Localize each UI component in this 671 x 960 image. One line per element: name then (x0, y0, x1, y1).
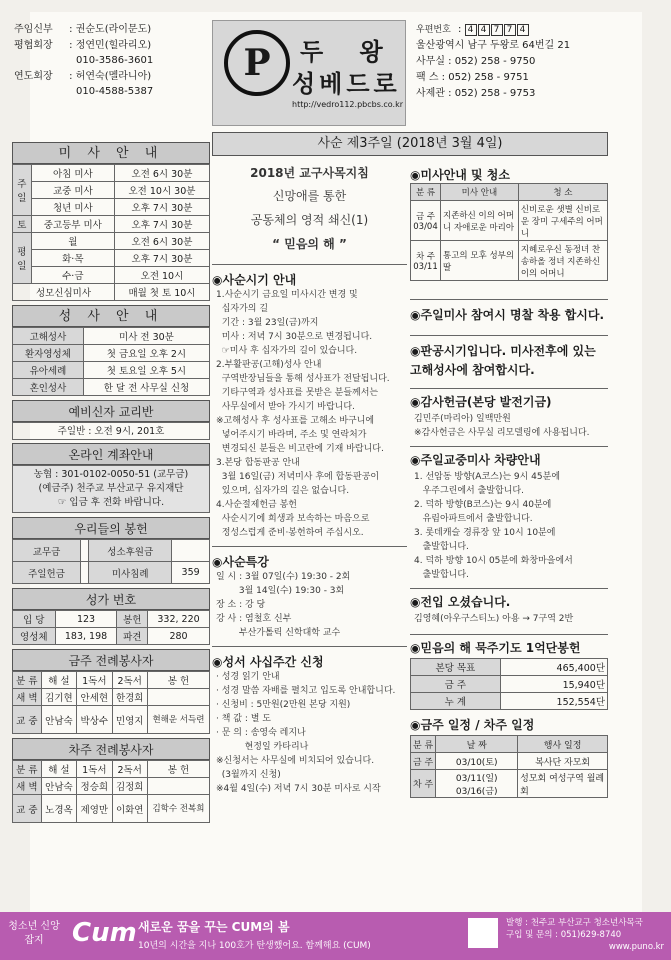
sacrament-table: 고해성사 미사 전 30분 환자영성체 첫 금요일 오후 2시 유아세례 첫 토요일 오후 5시 혼인성사 한 달 전 사무실 신청 (12, 327, 210, 396)
text-line: 사무실에서 받아 가시기 바랍니다. (216, 402, 355, 412)
servers-this-week-title: 금주 전례봉사자 (12, 649, 210, 671)
text-line: · 성경 읽기 안내 (216, 672, 280, 682)
text-line: ※신청서는 사무실에 비치되어 있습니다. (216, 756, 375, 766)
phone-rectory: 사제관 : 052) 258 - 9753 (416, 88, 536, 99)
text-line: 출발합니다. (414, 570, 469, 580)
contact-phone: 010-3586-3601 (76, 55, 154, 66)
account-number: 농협 : 301-0102-0050-51 (교무금) (33, 469, 189, 480)
contact-name: 권순도(라이문도) (75, 24, 152, 35)
banner-info: 발행 : 천주교 부산교구 청소년사목국 구입 및 문의 : 051)629-8740 www.puno.kr (506, 917, 668, 953)
qr-code-icon (468, 918, 498, 948)
sacrament-title: 성 사 안 내 (12, 305, 210, 327)
text-line: 장 소 : 강 당 (216, 600, 266, 610)
cum-magazine-banner[interactable] (0, 912, 671, 960)
contact-phone: 010-4588-5387 (76, 86, 154, 97)
lecture-section-title: ◉사순특강 (212, 555, 269, 569)
shuttle-title: ◉주일교중미사 차량안내 (410, 453, 541, 467)
text-line: (3월까지 신청) (216, 770, 281, 780)
contact-name: 허연숙(멜라니아) (75, 70, 152, 82)
theme-year: “ 믿음의 해 ” (272, 237, 347, 251)
offering-title: 우리들의 봉헌 (12, 517, 210, 539)
rosary-title: ◉믿음의 해 묵주기도 1억단봉헌 (410, 641, 581, 655)
catechism-text: 주일반 : 오전 9시, 201호 (12, 422, 210, 440)
text-line: 변경되신 분들은 비고란에 기재 바랍니다. (216, 444, 384, 454)
mass-title: 미 사 안 내 (12, 142, 210, 164)
banner-subline: 10년의 시간을 지나 100호가 탄생했어요. 함께해요 (CUM) (138, 941, 371, 951)
text-line: 3.본당 합동판공 안내 (216, 458, 300, 468)
schedule-table: 분 류 날 짜 행사 일정 금 주 03/10(토) 복사단 자모회 차 주 03/11(일) 03/16(금) 성모회 여성구역 월례회 (410, 735, 608, 798)
text-line: 부산가톨릭 신학대학 교수 (216, 628, 341, 638)
text-line: 십자가의 길 (216, 304, 269, 314)
text-line: ※고해성사 후 성사표를 고해소 바구니에 (216, 416, 375, 426)
address: 울산광역시 남구 두왕로 64번길 21 (416, 40, 571, 51)
nametag-notice: ◉주일미사 참여시 명찰 착용 합시다. (410, 308, 605, 322)
text-line: 기간 : 3월 23일(금)까지 (216, 318, 319, 328)
theme-line: 공동체의 영적 쇄신(1) (250, 213, 369, 227)
text-line: 4. 덕하 방향 10시 05분에 화창마을에서 (414, 556, 573, 566)
zip-row: 우편번호 : 4 4 7 7 4 (416, 22, 606, 38)
newcomer-title: ◉전입 오셨습니다. (410, 595, 511, 609)
banner-label: 청소년 신앙잡지 (8, 921, 60, 946)
donation-title: ◉감사헌금(본당 발전기금) (410, 395, 552, 409)
text-line: 사순시기에 희생과 보속하는 마음으로 (216, 514, 370, 524)
lent-section-body (212, 288, 407, 540)
parish-logo-icon: P (224, 30, 290, 96)
text-line: 3. 롯데캐슬 경류장 앞 10시 10분에 (414, 528, 556, 538)
text-line: ※4월 4일(수) 저녁 7시 30분 미사로 시작 (216, 784, 381, 794)
parish-name-line1: 두 왕 (300, 38, 397, 66)
offering-table: 교무금 성소후원금 주일헌금 미사침례 359 (12, 539, 210, 584)
mass-table: 주 일 아침 미사 오전 6시 30분 교중 미사 오전 10시 30분 청년 미사 오후 7시 30분 토 중고등부 미사 오후 7시 30분 평 일 월 오전 6시 30분 화·목 오후 7시 30분 수·금 오전 10시 성모신심미사 매월 첫 토 10시 (12, 164, 210, 301)
theme-title: 2018년 교구사목지침 (250, 166, 369, 180)
rosary-table: 본당 목표 465,400단 금 주 15,940단 누 계 152,554단 (410, 658, 608, 710)
text-line: 있으며, 십자가의 길은 없습니다. (216, 486, 350, 496)
right-column (410, 166, 608, 798)
text-line: 2.부활판공(고해)성사 안내 (216, 360, 322, 370)
left-column (12, 142, 210, 823)
liturgical-date: 사순 제3주일 (2018년 3월 4일) (212, 132, 608, 156)
text-line: 4.사순절제헌금 봉헌 (216, 500, 298, 510)
zip-label: 우편번호 (416, 25, 451, 35)
banner-headline: 새로운 꿈을 꾸는 CUM의 봄 (138, 920, 290, 934)
account-holder: (예금주) 천주교 부산교구 유지재단 (38, 483, 184, 494)
text-line: · 신청비 : 5만원(2만원 본당 지원) (216, 700, 351, 710)
text-line: 기타구역과 성사표를 못받은 분들께서는 (216, 388, 379, 398)
contact-name: 정연민(힐라리오) (75, 39, 152, 51)
servers-this-week-table: 분 류 해 설 1독서 2독서 봉 헌 새 벽 김기현 안세현 한경희 교 중 안남숙 박상수 민영지 현해운 서득련 (12, 671, 210, 734)
donation-note: ※감사헌금은 사무실 리모델링에 사용됩니다. (414, 428, 590, 438)
catechism-title: 예비신자 교리반 (12, 400, 210, 422)
parish-url: http://vedro112.pbcbs.co.kr (292, 100, 404, 109)
text-line: 현정일 카타리나 (216, 742, 309, 752)
contact-role: 평협회장 (14, 39, 53, 51)
cleaning-table: 분 류 미사 안내 청 소 금 주 03/04 지존하신 이의 어머니 자애로운 마리아 신비로운 샛별 신비로운 장미 구세주의 어머니 차 주 03/11 통고의 모후 성부의 딸 지혜로우신 동정녀 찬송하올 정녀 지존하신 이의 어머니 (410, 183, 608, 281)
hymn-table: 입 당 123 봉헌 332, 220 영성체 183, 198 파견 280 (12, 610, 210, 645)
shuttle-body (410, 470, 608, 582)
text-line: 3월 14일(수) 19:30 - 3회 (216, 586, 345, 596)
text-line: 우주그린에서 출발합니다. (414, 486, 524, 496)
banner-site-link[interactable]: www.puno.kr (608, 942, 664, 952)
hymn-title: 성가 번호 (12, 588, 210, 610)
servers-next-week-table: 분 류 해 설 1독서 2독서 봉 헌 새 벽 안남숙 정승희 김정희 교 중 노경옥 제영만 이화연 김학수 전복희 (12, 760, 210, 823)
contact-list: 주임신부 : 권순도(라이문도) 평협회장 : 정연민(힐라리오) 010-3586-3601 연도회장 : 허연숙(멜라니아) 010-4588-5387 (14, 22, 199, 100)
lecture-section-body (212, 570, 407, 640)
parish-name-line2: 성베드로 (292, 70, 401, 98)
text-line: · 성경 말씀 자배를 펼치고 입도록 안내합니다. (216, 686, 396, 696)
text-line: · 책 값 : 별 도 (216, 714, 271, 724)
phone-office: 사무실 : 052) 258 - 9750 (416, 56, 536, 67)
contact-role: 연도회장 (14, 70, 53, 82)
text-line: 유림아파트에서 출발합니다. (414, 514, 533, 524)
address-block (416, 22, 606, 102)
text-line: · 문 의 : 송영숙 레지나 (216, 728, 306, 738)
cum-logo-icon: Cum (72, 918, 137, 948)
text-line: ☞미사 후 십자가의 길이 있습니다. (216, 346, 358, 356)
newcomer-line: 김영혜(아우구스티노) 아용 → 7구역 2반 (414, 614, 574, 624)
text-line: 강 사 : 염철호 신부 (216, 614, 292, 624)
confession-notice: ◉판공시기입니다. 미사전후에 있는 고해성사에 참여합시다. (410, 344, 596, 377)
middle-column (212, 162, 407, 796)
lent-section-title: ◉사순시기 안내 (212, 273, 297, 287)
text-line: 정성스럽게 준비·봉헌하여 주십시오. (216, 528, 364, 538)
bible-section-body (212, 670, 407, 796)
text-line: 넣어주시기 바라며, 주소 및 연락처가 (216, 430, 367, 440)
phone-fax: 팩 스 : 052) 258 - 9751 (416, 72, 529, 83)
text-line: 미사 : 저녁 7시 30분으로 변경됩니다. (216, 332, 373, 342)
account-title: 온라인 계좌안내 (12, 443, 210, 465)
text-line: 1.사순시기 금요일 미사시간 변경 및 (216, 290, 358, 300)
theme-line: 신망애를 통한 (272, 189, 347, 203)
text-line: 일 시 : 3월 07일(수) 19:30 - 2회 (216, 572, 351, 582)
text-line: 2. 덕하 방향(B코스)는 9시 40분에 (414, 500, 552, 510)
servers-next-week-title: 차주 전례봉사자 (12, 738, 210, 760)
text-line: 출발합니다. (414, 542, 469, 552)
account-box (12, 465, 210, 513)
schedule-title: ◉금주 일정 / 차주 일정 (410, 718, 535, 732)
text-line: 3월 16일(금) 저녁미사 후에 합동판공이 (216, 472, 380, 482)
bible-section-title: ◉성서 사십주간 신청 (212, 655, 324, 669)
contact-role: 주임신부 (14, 24, 53, 35)
cleaning-title: ◉미사안내 및 청소 (410, 168, 510, 182)
text-line: 1. 선암동 방향(A코스)는 9시 45분에 (414, 472, 561, 482)
account-note: ☞ 입금 후 전화 바랍니다. (57, 497, 165, 508)
text-line: 구역반장님들을 통해 성사표가 전달됩니다. (216, 374, 390, 384)
donation-name: 김민주(마리아) 일백만원 (414, 414, 511, 424)
